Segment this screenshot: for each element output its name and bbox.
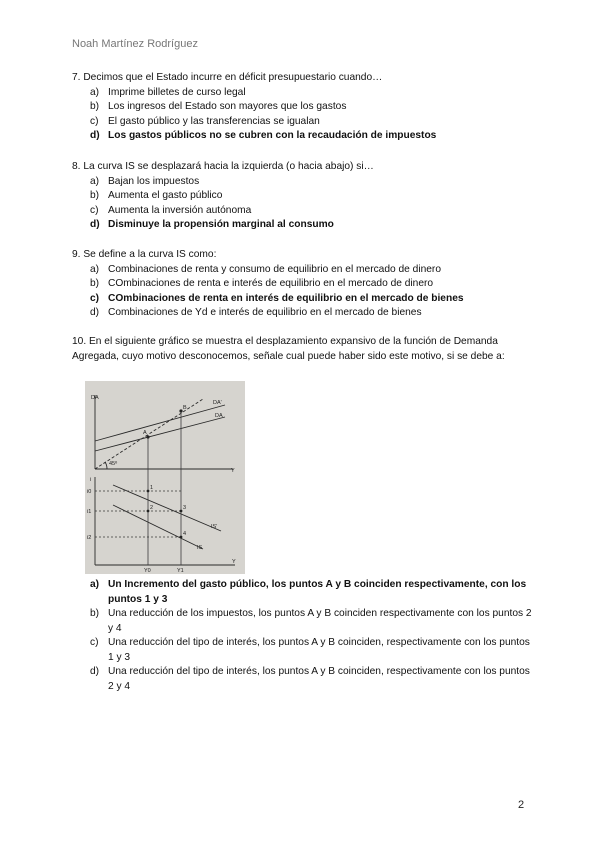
option-b: b) Una reducción de los impuestos, los puntos A y B coinciden respectivamente con los puntos 2 y 4 [90, 608, 532, 634]
option-d-correct: d) Disminuye la propensión marginal al consumo [90, 219, 334, 230]
label-da: DA [215, 413, 223, 419]
option-a: a) Bajan los impuestos [90, 175, 200, 187]
label-y0: Y0 [144, 568, 151, 574]
da-is-diagram [85, 381, 245, 574]
label-y1: Y1 [177, 568, 184, 574]
label-i-axis: i [90, 477, 92, 483]
option-c: c) Una reducción del tipo de interés, los puntos A y B coinciden, respectivamente con los puntos 1 y 3 [90, 637, 530, 663]
point-a-marker [146, 435, 149, 438]
option-a: a) Combinaciones de renta y consumo de equilibrio en el mercado de dinero [90, 263, 441, 275]
option-c: c) El gasto público y las transferencias se igualan [90, 115, 320, 127]
label-da-prime: DA' [213, 400, 222, 406]
label-angle: 45º [109, 461, 118, 467]
point-3-marker [180, 510, 183, 513]
point-2-marker [147, 510, 150, 513]
point-1-marker [147, 490, 150, 493]
option-d-correct: d) Los gastos públicos no se cubren con la recaudación de impuestos [90, 130, 437, 141]
label-i1: i1 [87, 509, 92, 515]
option-b: b) Los ingresos del Estado son mayores que los gastos [90, 101, 347, 112]
label-point-2: 2 [150, 505, 154, 511]
option-c: c) Aumenta la inversión autónoma [90, 204, 252, 216]
label-point-b: B [183, 405, 187, 411]
label-is-prime: IS' [211, 524, 218, 530]
question-stem: 7. Decimos que el Estado incurre en déficit presupuestario cuando… [72, 72, 383, 83]
label-point-4: 4 [183, 531, 187, 537]
question-10-options [72, 578, 532, 694]
option-b: b) COmbinaciones de renta e interés de equilibrio en el mercado de dinero [90, 278, 434, 289]
page-number: 2 [518, 799, 525, 811]
label-is: IS [197, 545, 203, 551]
label-point-a: A [143, 430, 147, 436]
option-a-correct: a) Un Incremento del gasto público, los puntos A y B coinciden respectivamente, con los puntos 1 y 3 [90, 579, 527, 605]
label-da-axis: DA [91, 395, 99, 401]
label-i2: i2 [87, 535, 92, 541]
label-y-axis-top: Y [231, 468, 235, 474]
point-4-marker [180, 536, 183, 539]
question-7 [72, 71, 532, 144]
author-name: Noah Martínez Rodríguez [72, 38, 198, 50]
question-stem: 8. La curva IS se desplazará hacia la izquierda (o hacia abajo) si… [72, 161, 374, 172]
question-9 [72, 248, 532, 321]
question-10 [72, 335, 532, 364]
option-b: b) Aumenta el gasto público [90, 190, 223, 201]
label-point-1: 1 [150, 485, 154, 491]
label-i0: i0 [87, 489, 92, 495]
option-c-correct: c) COmbinaciones de renta en interés de equilibrio en el mercado de bienes [90, 292, 464, 304]
option-a: a) Imprime billetes de curso legal [90, 86, 246, 98]
diagram-svg [85, 381, 245, 574]
option-d: d) Combinaciones de Yd e interés de equilibrio en el mercado de bienes [90, 307, 422, 318]
option-d: d) Una reducción del tipo de interés, los puntos A y B coinciden, respectivamente con los puntos 2 y 4 [90, 666, 530, 692]
label-point-3: 3 [183, 505, 187, 511]
question-stem: 9. Se define a la curva IS como: [72, 249, 217, 260]
label-y-axis-bottom: Y [232, 559, 236, 565]
question-stem: 10. En el siguiente gráfico se muestra el desplazamiento expansivo de la función de Demanda Agregada, cuyo motivo desconocemos, señale cual puede haber sido este motivo, si se debe a: [72, 336, 505, 362]
question-8 [72, 160, 532, 233]
